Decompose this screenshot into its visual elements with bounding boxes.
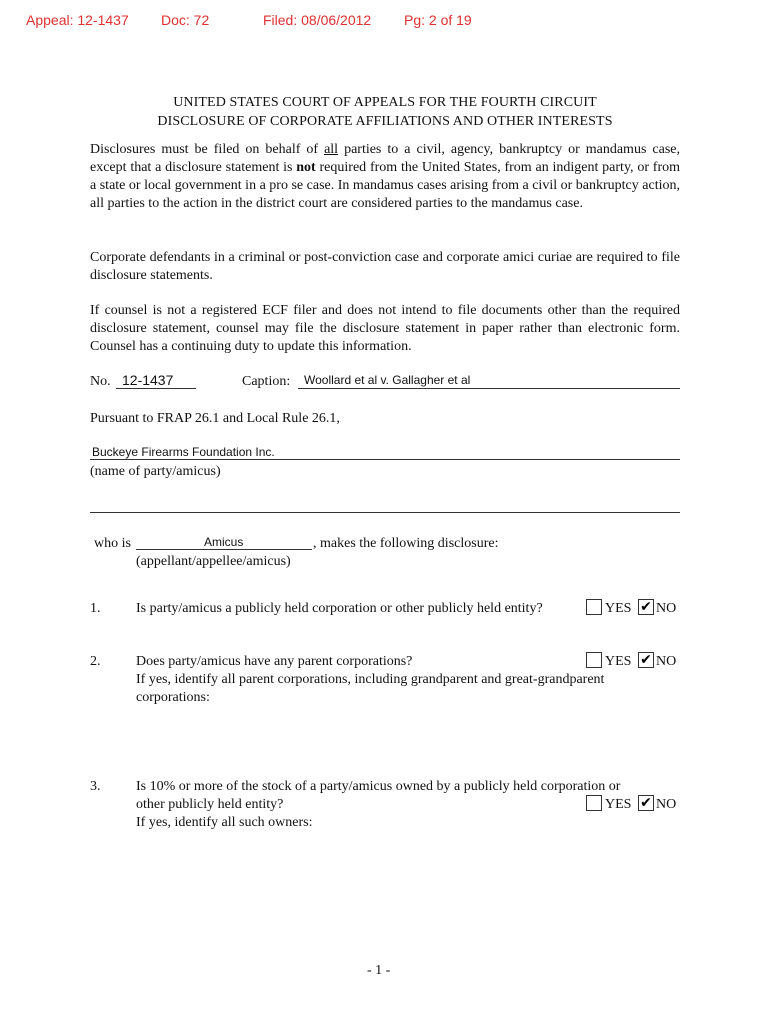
role-label: (appellant/appellee/amicus): [136, 554, 291, 569]
party-name-label: (name of party/amicus): [90, 464, 221, 479]
disclosure-suffix: , makes the following disclosure:: [313, 536, 499, 551]
question-1-yes-checkbox[interactable]: [586, 599, 602, 615]
caption-underline: [298, 388, 680, 389]
question-2-no-label: NO: [656, 654, 677, 669]
question-2-yes-label: YES: [605, 654, 632, 669]
blank-line: [90, 512, 680, 513]
party-name-field[interactable]: Buckeye Firearms Foundation Inc.: [92, 445, 275, 459]
role-field[interactable]: Amicus: [204, 535, 244, 549]
caption-label: Caption:: [242, 374, 291, 389]
intro-paragraph-3: If counsel is not a registered ECF filer and does not intend to file documents other than the required disclosure statement, counsel may file the disclosure statement in paper rather than electronic form. Counsel has a continuing duty to update this information.: [90, 303, 680, 354]
question-3-yes-label: YES: [605, 797, 632, 812]
question-1-yes-label: YES: [605, 601, 632, 616]
question-1-text: Is party/amicus a publicly held corporation or other publicly held entity?: [136, 601, 543, 616]
question-2-instructions-cont: corporations:: [136, 690, 210, 705]
question-2-yes-checkbox[interactable]: [586, 652, 602, 668]
question-3-instructions: If yes, identify all such owners:: [136, 815, 313, 830]
filing-header: [26, 10, 760, 32]
page-number: - 1 -: [367, 963, 391, 978]
pursuant-text: Pursuant to FRAP 26.1 and Local Rule 26.1,: [90, 411, 340, 426]
question-3-no-label: NO: [656, 797, 677, 812]
court-title: UNITED STATES COURT OF APPEALS FOR THE FOURTH CIRCUIT: [173, 95, 597, 110]
question-3-no-checkbox[interactable]: ✔: [638, 795, 654, 811]
case-number-underline: [116, 388, 196, 389]
question-1-no-checkbox[interactable]: ✔: [638, 599, 654, 615]
case-number-field[interactable]: 12-1437: [122, 372, 174, 388]
case-number-label: No.: [90, 374, 111, 389]
doc-number: Doc: 72: [161, 12, 210, 28]
question-3-text-cont: other publicly held entity?: [136, 797, 284, 812]
intro-paragraph-1: Disclosures must be filed on behalf of all parties to a civil, agency, bankruptcy or mandamus case, except that a disclosure statement is not required from the United States, from an indigent party, or from a state or local government in a pro se case. In mandamus cases arising from a civil or bankruptcy action, all parties to the action in the district court are considered parties to the mandamus case.: [90, 142, 681, 211]
party-name-underline: [90, 459, 680, 460]
who-is-label: who is: [94, 536, 131, 551]
question-2-no-checkbox[interactable]: ✔: [638, 652, 654, 668]
page-indicator: Pg: 2 of 19: [404, 12, 472, 28]
intro-paragraph-2: Corporate defendants in a criminal or post-conviction case and corporate amici curiae are required to file disclosure statements.: [90, 250, 680, 283]
caption-field[interactable]: Woollard et al v. Gallagher et al: [304, 373, 471, 387]
question-2-instructions: If yes, identify all parent corporations, including grandparent and great-grandparent: [136, 672, 605, 687]
question-1-no-label: NO: [656, 601, 677, 616]
appeal-number: Appeal: 12-1437: [26, 12, 129, 28]
role-underline: [136, 549, 312, 550]
question-3-number: 3.: [90, 779, 101, 794]
form-title: DISCLOSURE OF CORPORATE AFFILIATIONS AND OTHER INTERESTS: [157, 114, 613, 129]
question-3-yes-checkbox[interactable]: [586, 795, 602, 811]
question-2-text: Does party/amicus have any parent corporations?: [136, 654, 413, 669]
question-3-text: Is 10% or more of the stock of a party/amicus owned by a publicly held corporation or: [136, 779, 621, 794]
question-1-number: 1.: [90, 601, 101, 616]
question-2-number: 2.: [90, 654, 101, 669]
filed-date: Filed: 08/06/2012: [263, 12, 372, 28]
